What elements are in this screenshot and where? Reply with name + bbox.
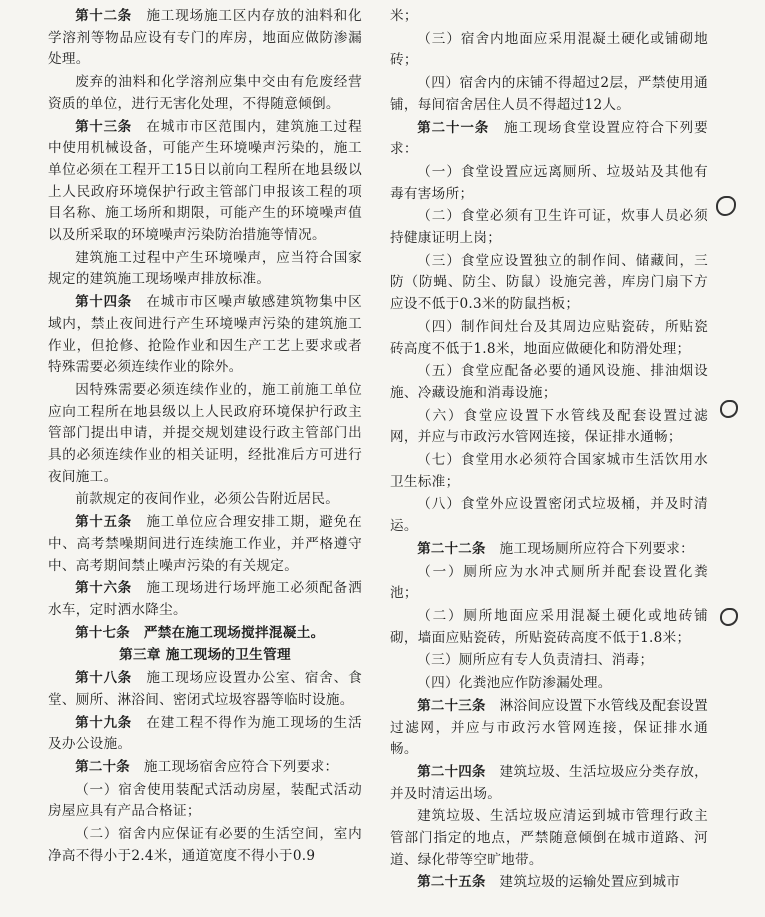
article-text: 在城市市区噪声敏感建筑物集中区域内，禁止夜间进行产生环境噪声污染的建筑施工作业，但抢修、抢险作业和因生产工艺上要求或者特殊需要必须连续作业的除外。 (48, 294, 362, 376)
article-text: 施工现场宿舍应符合下列要求： (143, 758, 339, 775)
article-text: 建筑垃圾的运输处置应到城市 (499, 874, 681, 891)
article-paragraph (48, 117, 362, 247)
article-text: 施工现场厕所应符合下列要求： (499, 540, 695, 557)
article-number: 第十八条 (75, 671, 132, 687)
article-paragraph (390, 872, 708, 894)
article-text: 施工现场施工区内存放的油料和化学溶剂等物品应设有专门的库房，地面应做防渗漏处理。 (48, 8, 362, 68)
article-paragraph (390, 539, 708, 561)
list-item: （八）食堂外应设置密闭式垃圾桶，并及时清运。 (390, 496, 708, 535)
article-text: 施工现场进行场坪施工必须配备洒水车，定时洒水降尘。 (48, 580, 362, 618)
article-number: 第十九条 (75, 715, 132, 731)
list-item: （一）厕所应为水冲式厕所并配套设置化粪池； (390, 563, 708, 602)
article-paragraph (48, 713, 362, 756)
article-paragraph (48, 668, 362, 711)
article-paragraph (390, 118, 708, 161)
article-number: 第十四条 (75, 295, 132, 311)
list-item: （一）宿舍使用装配式活动房屋，装配式活动房屋应具有产品合格证； (48, 781, 362, 820)
list-item: （七）食堂用水必须符合国家城市生活饮用水卫生标准； (390, 452, 708, 490)
article-text: 淋浴间应设置下水管线及配套设置过滤网，并应与市政污水管网连接，保证排水通畅。 (390, 697, 709, 758)
article-text: 在建工程不得作为施工现场的生活及办公设施。 (48, 714, 362, 753)
article-text: 施工现场食堂设置应符合下列要求： (390, 119, 709, 158)
article-number: 第二十一条 (417, 120, 490, 136)
list-item: （六）食堂应设置下水管线及配套设置过滤网，并应与市政污水管网连接，保证排水通畅； (390, 407, 708, 446)
article-number: 第二十二条 (417, 541, 486, 557)
article-paragraph (48, 578, 362, 621)
body-paragraph: 废弃的油料和化学溶剂应集中交由有危废经营资质的单位，进行无害化处理，不得随意倾倒。 (48, 74, 362, 112)
article-paragraph (48, 6, 362, 71)
body-paragraph: 因特殊需要必须连续作业的，施工前施工单位应向工程所在地县级以上人民政府环境保护行政主管部门提出申请，并提交规划建设行政主管部门出具的必须连续作业的相关证明，经批准后方可进行夜间施工。 (48, 381, 362, 485)
article-number: 第十七条 (75, 625, 130, 641)
article-number: 第十五条 (75, 515, 132, 531)
article-text: 建筑垃圾、生活垃圾应分类存放，并及时清运出场。 (390, 763, 709, 802)
article-text: 施工单位应合理安排工期，避免在中、高考禁噪期间进行连续施工作业，并严格遵守中、高考期间禁止噪声污染的有关规定。 (48, 514, 362, 574)
article-text: 严禁在施工现场搅拌混凝土。 (143, 624, 325, 641)
right-column (390, 6, 708, 895)
list-item: （二）食堂必须有卫生许可证，炊事人员必须持健康证明上岗； (390, 208, 708, 247)
article-number: 第十三条 (75, 119, 132, 135)
article-paragraph (390, 696, 708, 761)
binding-hole-mark (720, 400, 738, 418)
list-item: （四）化粪池应作防渗漏处理。 (417, 675, 612, 692)
list-item: （三）宿舍内地面应采用混凝土硬化或铺砌地砖； (390, 30, 708, 69)
list-item: （五）食堂应配备必要的通风设施、排油烟设施、冷藏设施和消毒设施； (390, 363, 708, 401)
list-item: （二）宿舍内应保证有必要的生活空间，室内净高不得小于2.4米，通道宽度不得小于0.9 (48, 826, 362, 864)
article-paragraph (48, 757, 362, 779)
article-paragraph (48, 623, 362, 645)
list-item: （三）厕所应有专人负责清扫、消毒； (417, 652, 654, 669)
article-number: 第二十三条 (417, 698, 486, 714)
article-number: 第十二条 (75, 9, 132, 24)
list-item: （三）食堂应设置独立的制作间、储藏间，三防（防蝇、防尘、防鼠）设施完善，库房门扇下方应设不低于0.3米的防鼠挡板； (390, 252, 708, 313)
body-paragraph: 前款规定的夜间作业，必须公告附近居民。 (75, 491, 340, 508)
article-paragraph (48, 292, 362, 379)
list-item: （四）宿舍内的床铺不得超过2层，严禁使用通铺，每间宿舍居住人员不得超过12人。 (390, 75, 708, 113)
binding-hole-mark (716, 196, 736, 216)
list-item: （二）厕所地面应采用混凝土硬化或地砖铺砌，墙面应贴瓷砖，所贴瓷砖高度不低于1.8米； (390, 607, 708, 646)
article-number: 第十六条 (75, 581, 132, 597)
article-number: 第二十四条 (417, 764, 486, 780)
continued-text: 米； (390, 8, 418, 24)
article-number: 第二十五条 (417, 875, 486, 891)
body-paragraph: 建筑施工过程中产生环境噪声，应当符合国家规定的建筑施工现场噪声排放标准。 (48, 249, 362, 288)
list-item: （四）制作间灶台及其周边应贴瓷砖，所贴瓷砖高度不低于1.8米，地面应做硬化和防滑处理； (390, 318, 708, 357)
body-paragraph: 建筑垃圾、生活垃圾应清运到城市管理行政主管部门指定的地点，严禁随意倾倒在城市道路、河道、绿化带等空旷地带。 (390, 808, 708, 868)
article-paragraph (390, 762, 708, 805)
article-paragraph (48, 512, 362, 577)
list-item: （一）食堂设置应远离厕所、垃圾站及其他有毒有害场所； (390, 163, 708, 202)
article-text: 在城市市区范围内，建筑施工过程中使用机械设备，可能产生环境噪声污染的，施工单位必须在工程开工15日以前向工程所在地县级以上人民政府环境保护行政主管部门申报该工程的项目名称、施工场所和期限，可能产生的环境噪声值以及所采取的环境噪声污染防治措施等情况。 (48, 118, 362, 244)
binding-hole-mark (720, 608, 738, 626)
left-column (48, 6, 362, 868)
article-text: 施工现场应设置办公室、宿舍、食堂、厕所、淋浴间、密闭式垃圾容器等临时设施。 (48, 670, 362, 708)
article-number: 第二十条 (75, 759, 130, 775)
chapter-heading: 第三章 施工现场的卫生管理 (119, 647, 291, 664)
